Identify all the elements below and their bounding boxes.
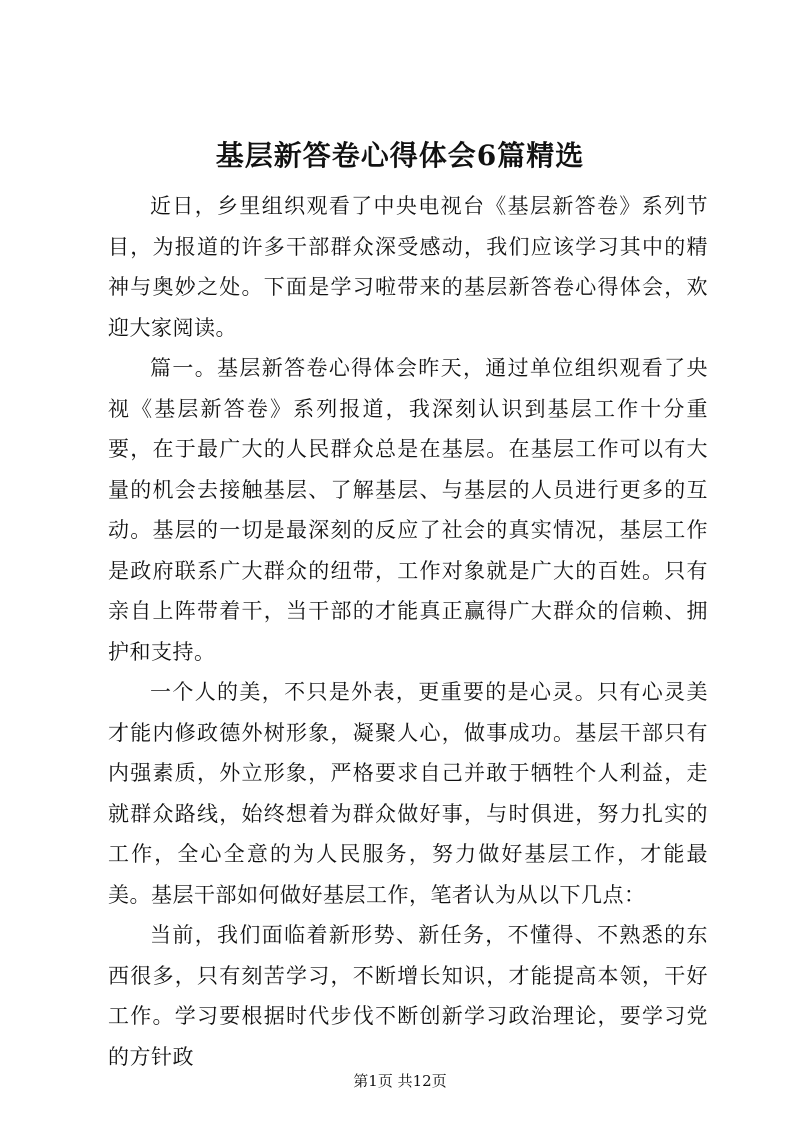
paragraph-intro: 近日，乡里组织观看了中央电视台《基层新答卷》系列节目，为报道的许多干部群众深受感动，我们应该学习其中的精神与奥妙之处。下面是学习啦带来的基层新答卷心得体会，欢迎大家阅读。	[108, 194, 708, 340]
paragraph-beauty: 一个人的美，不只是外表，更重要的是心灵。只有心灵美才能内修政德外树形象，凝聚人心，做事成功。基层干部只有内强素质，外立形象，严格要求自己并敢于牺牲个人利益，走就群众路线，始终想着为群众做好事，与时俱进，努力扎实的工作，全心全意的为人民服务，努力做好基层工作，才能最美。基层干部如何做好基层工作，笔者认为从以下几点：	[108, 680, 708, 907]
page-number-footer: 第1页 共12页	[353, 1072, 447, 1090]
paragraph-part-one: 篇一。基层新答卷心得体会昨天，通过单位组织观看了央视《基层新答卷》系列报道，我深刻认识到基层工作十分重要，在于最广大的人民群众总是在基层。在基层工作可以有大量的机会去接触基层、了解基层、与基层的人员进行更多的互动。基层的一切是最深刻的反应了社会的真实情况，基层工作是政府联系广大群众的纽带，工作对象就是广大的百姓。只有亲自上阵带着干，当干部的才能真正赢得广大群众的信赖、拥护和支持。	[108, 356, 708, 664]
document-title: 基层新答卷心得体会6篇精选	[215, 139, 585, 172]
document-body	[108, 186, 708, 1077]
paragraph-learning: 当前，我们面临着新形势、新任务，不懂得、不熟悉的东西很多，只有刻苦学习，不断增长知识，才能提高本领，干好工作。学习要根据时代步伐不断创新学习政治理论，要学习党的方针政	[108, 923, 708, 1069]
